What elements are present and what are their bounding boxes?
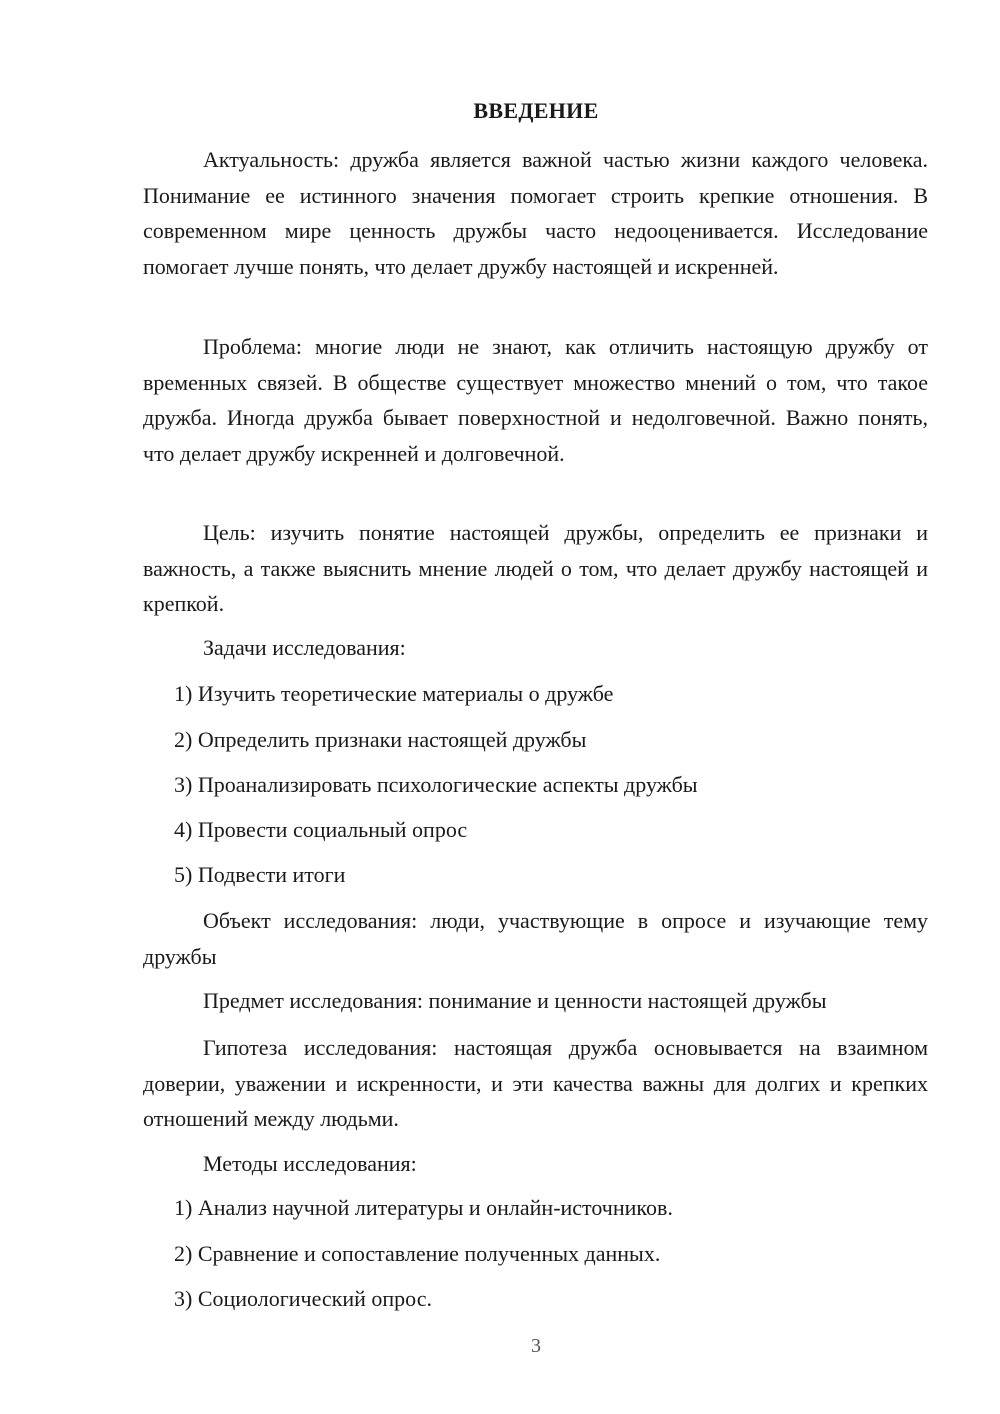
paragraph-hypothesis: Гипотеза исследования: настоящая дружба основывается на взаимном доверии, уважении и искренности, и эти качества важны для долгих и крепких отношений между людьми. <box>143 1035 928 1131</box>
methods-heading: Методы исследования: <box>203 1151 417 1176</box>
paragraph-relevance: Актуальность: дружба является важной частью жизни каждого человека. Понимание ее истинного значения помогает строить крепкие отношения. В современном мире ценность дружбы часто недооценивается. Исследование помогает лучше понять, что делает дружбу настоящей и искренней. <box>143 147 928 279</box>
tasks-heading: Задачи исследования: <box>203 635 406 660</box>
page-number: 3 <box>531 1335 541 1357</box>
list-item-method-1: 1) Анализ научной литературы и онлайн-источников. <box>174 1195 673 1220</box>
paragraph-goal: Цель: изучить понятие настоящей дружбы, определить ее признаки и важность, а также выяснить мнение людей о том, что делает дружбу настоящей и крепкой. <box>143 520 928 616</box>
list-item-task-4: 4) Провести социальный опрос <box>174 817 468 842</box>
list-item-task-1: 1) Изучить теоретические материалы о дружбе <box>174 681 614 706</box>
list-item-method-3: 3) Социологический опрос. <box>174 1286 432 1311</box>
paragraph-subject: Предмет исследования: понимание и ценности настоящей дружбы <box>203 988 827 1013</box>
page-title: ВВЕДЕНИЕ <box>473 98 599 123</box>
list-item-task-2: 2) Определить признаки настоящей дружбы <box>174 727 587 752</box>
paragraph-problem: Проблема: многие люди не знают, как отличить настоящую дружбу от временных связей. В обществе существует множество мнений о том, что такое дружба. Иногда дружба бывает поверхностной и недолговечной. Важно понять, что делает дружбу искренней и долговечной. <box>143 334 928 466</box>
list-item-method-2: 2) Сравнение и сопоставление полученных данных. <box>174 1241 661 1266</box>
paragraph-object: Объект исследования: люди, участвующие в опросе и изучающие тему дружбы <box>143 908 928 969</box>
list-item-task-3: 3) Проанализировать психологические аспекты дружбы <box>174 772 698 797</box>
list-item-task-5: 5) Подвести итоги <box>174 862 346 887</box>
